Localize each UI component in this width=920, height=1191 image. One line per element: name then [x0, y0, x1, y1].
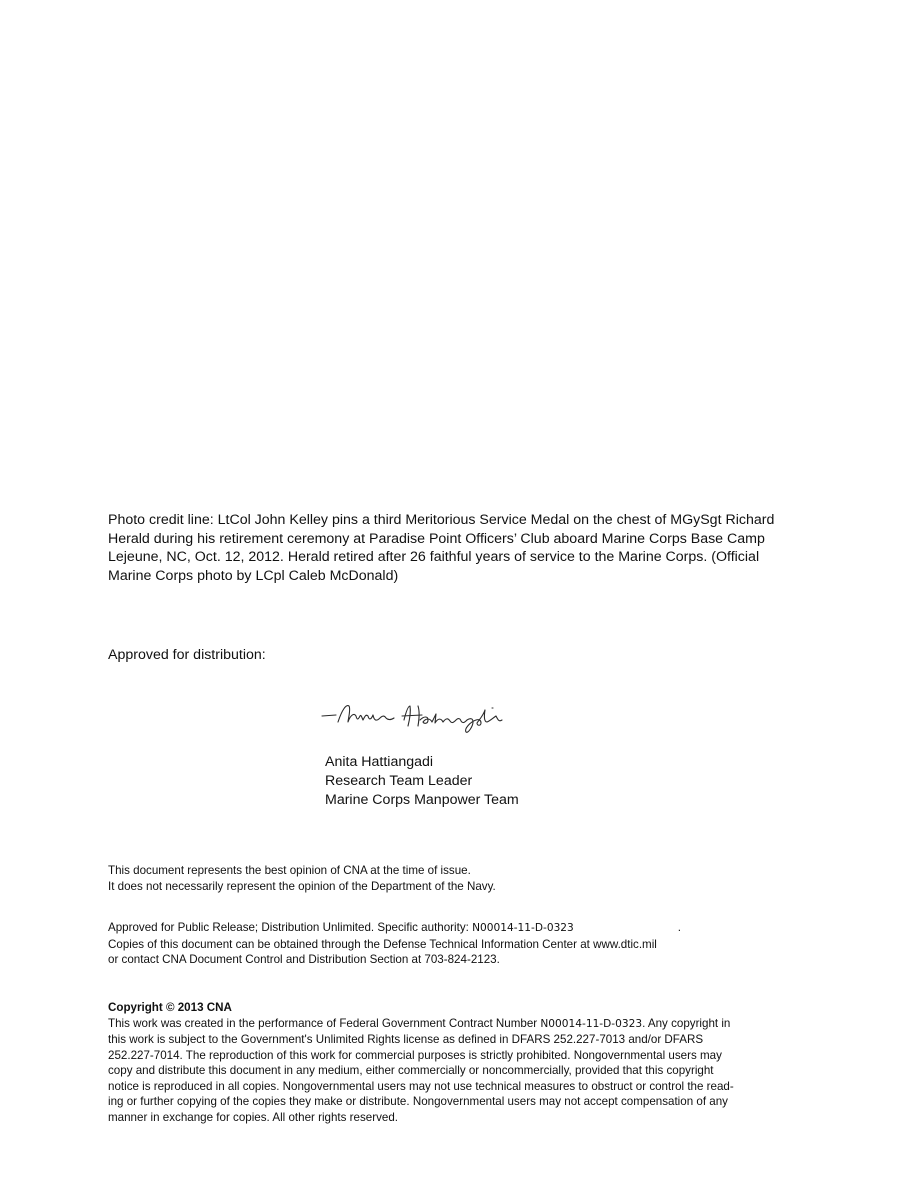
- photo-credit-line: Lejeune, NC, Oct. 12, 2012. Herald retired after 26 faithful years of service to the Marine Corps. (Official: [108, 549, 760, 565]
- photo-credit-line: Photo credit line: LtCol John Kelley pins a third Meritorious Service Medal on the chest of MGySgt Richard: [108, 512, 775, 528]
- copyright-contract-suffix: . Any copyright in: [642, 1016, 731, 1030]
- signer-name: Anita Hattiangadi: [325, 754, 434, 770]
- copyright-line: manner in exchange for copies. All other rights reserved.: [108, 1110, 398, 1124]
- opinion-line: It does not necessarily represent the opinion of the Department of the Navy.: [108, 879, 496, 893]
- photo-credit: [108, 511, 808, 585]
- copyright-contract-number: N00014-11-D-0323: [540, 1017, 643, 1030]
- copyright-line: copy and distribute this document in any medium, either commercially or noncommercially, provided that this copyright: [108, 1064, 714, 1077]
- release-line: [108, 920, 828, 937]
- copyright-line: 252.227-7014. The reproduction of this work for commercial purposes is strictly prohibited. Nongovernmental users may: [108, 1048, 722, 1062]
- photo-credit-line: Marine Corps photo by LCpl Caleb McDonald): [108, 567, 399, 584]
- copyright-line: ing or further copying of the copies they make or distribute. Nongovernmental users may not accept compensation of any: [108, 1095, 728, 1108]
- signer-block: [325, 753, 519, 810]
- copyright-notice: [108, 1000, 820, 1125]
- opinion-disclaimer: [108, 863, 496, 894]
- copyright-line: notice is reproduced in all copies. Nongovernmental users may not use technical measures to obstruct or control the read-: [108, 1079, 734, 1093]
- opinion-line: This document represents the best opinion of CNA at the time of issue.: [108, 864, 471, 877]
- photo-credit-line: Herald during his retirement ceremony at Paradise Point Officers’ Club aboard Marine Corps Base Camp: [108, 530, 765, 547]
- copyright-line: this work is subject to the Government's Unlimited Rights license as defined in DFARS 252.227-7013 and/or DFARS: [108, 1033, 704, 1046]
- release-contract-number: N00014-11-D-0323: [472, 922, 574, 934]
- release-authority-text: Approved for Public Release; Distribution Unlimited. Specific authority:: [108, 921, 473, 934]
- release-trailing-period: .: [677, 921, 682, 934]
- signer-team: Marine Corps Manpower Team: [325, 792, 519, 808]
- approved-for-distribution-label: Approved for distribution:: [108, 647, 266, 663]
- release-line: Copies of this document can be obtained through the Defense Technical Information Center at www.dtic.mil: [108, 937, 657, 951]
- release-line: or contact CNA Document Control and Distribution Section at 703-824-2123.: [108, 953, 500, 966]
- release-statement: [108, 920, 828, 968]
- copyright-line: [108, 1016, 820, 1033]
- signer-title: Research Team Leader: [325, 773, 473, 789]
- copyright-contract-text: This work was created in the performance of Federal Government Contract Number: [108, 1016, 541, 1030]
- handwritten-signature: [318, 696, 528, 744]
- copyright-heading: Copyright © 2013 CNA: [108, 1001, 232, 1014]
